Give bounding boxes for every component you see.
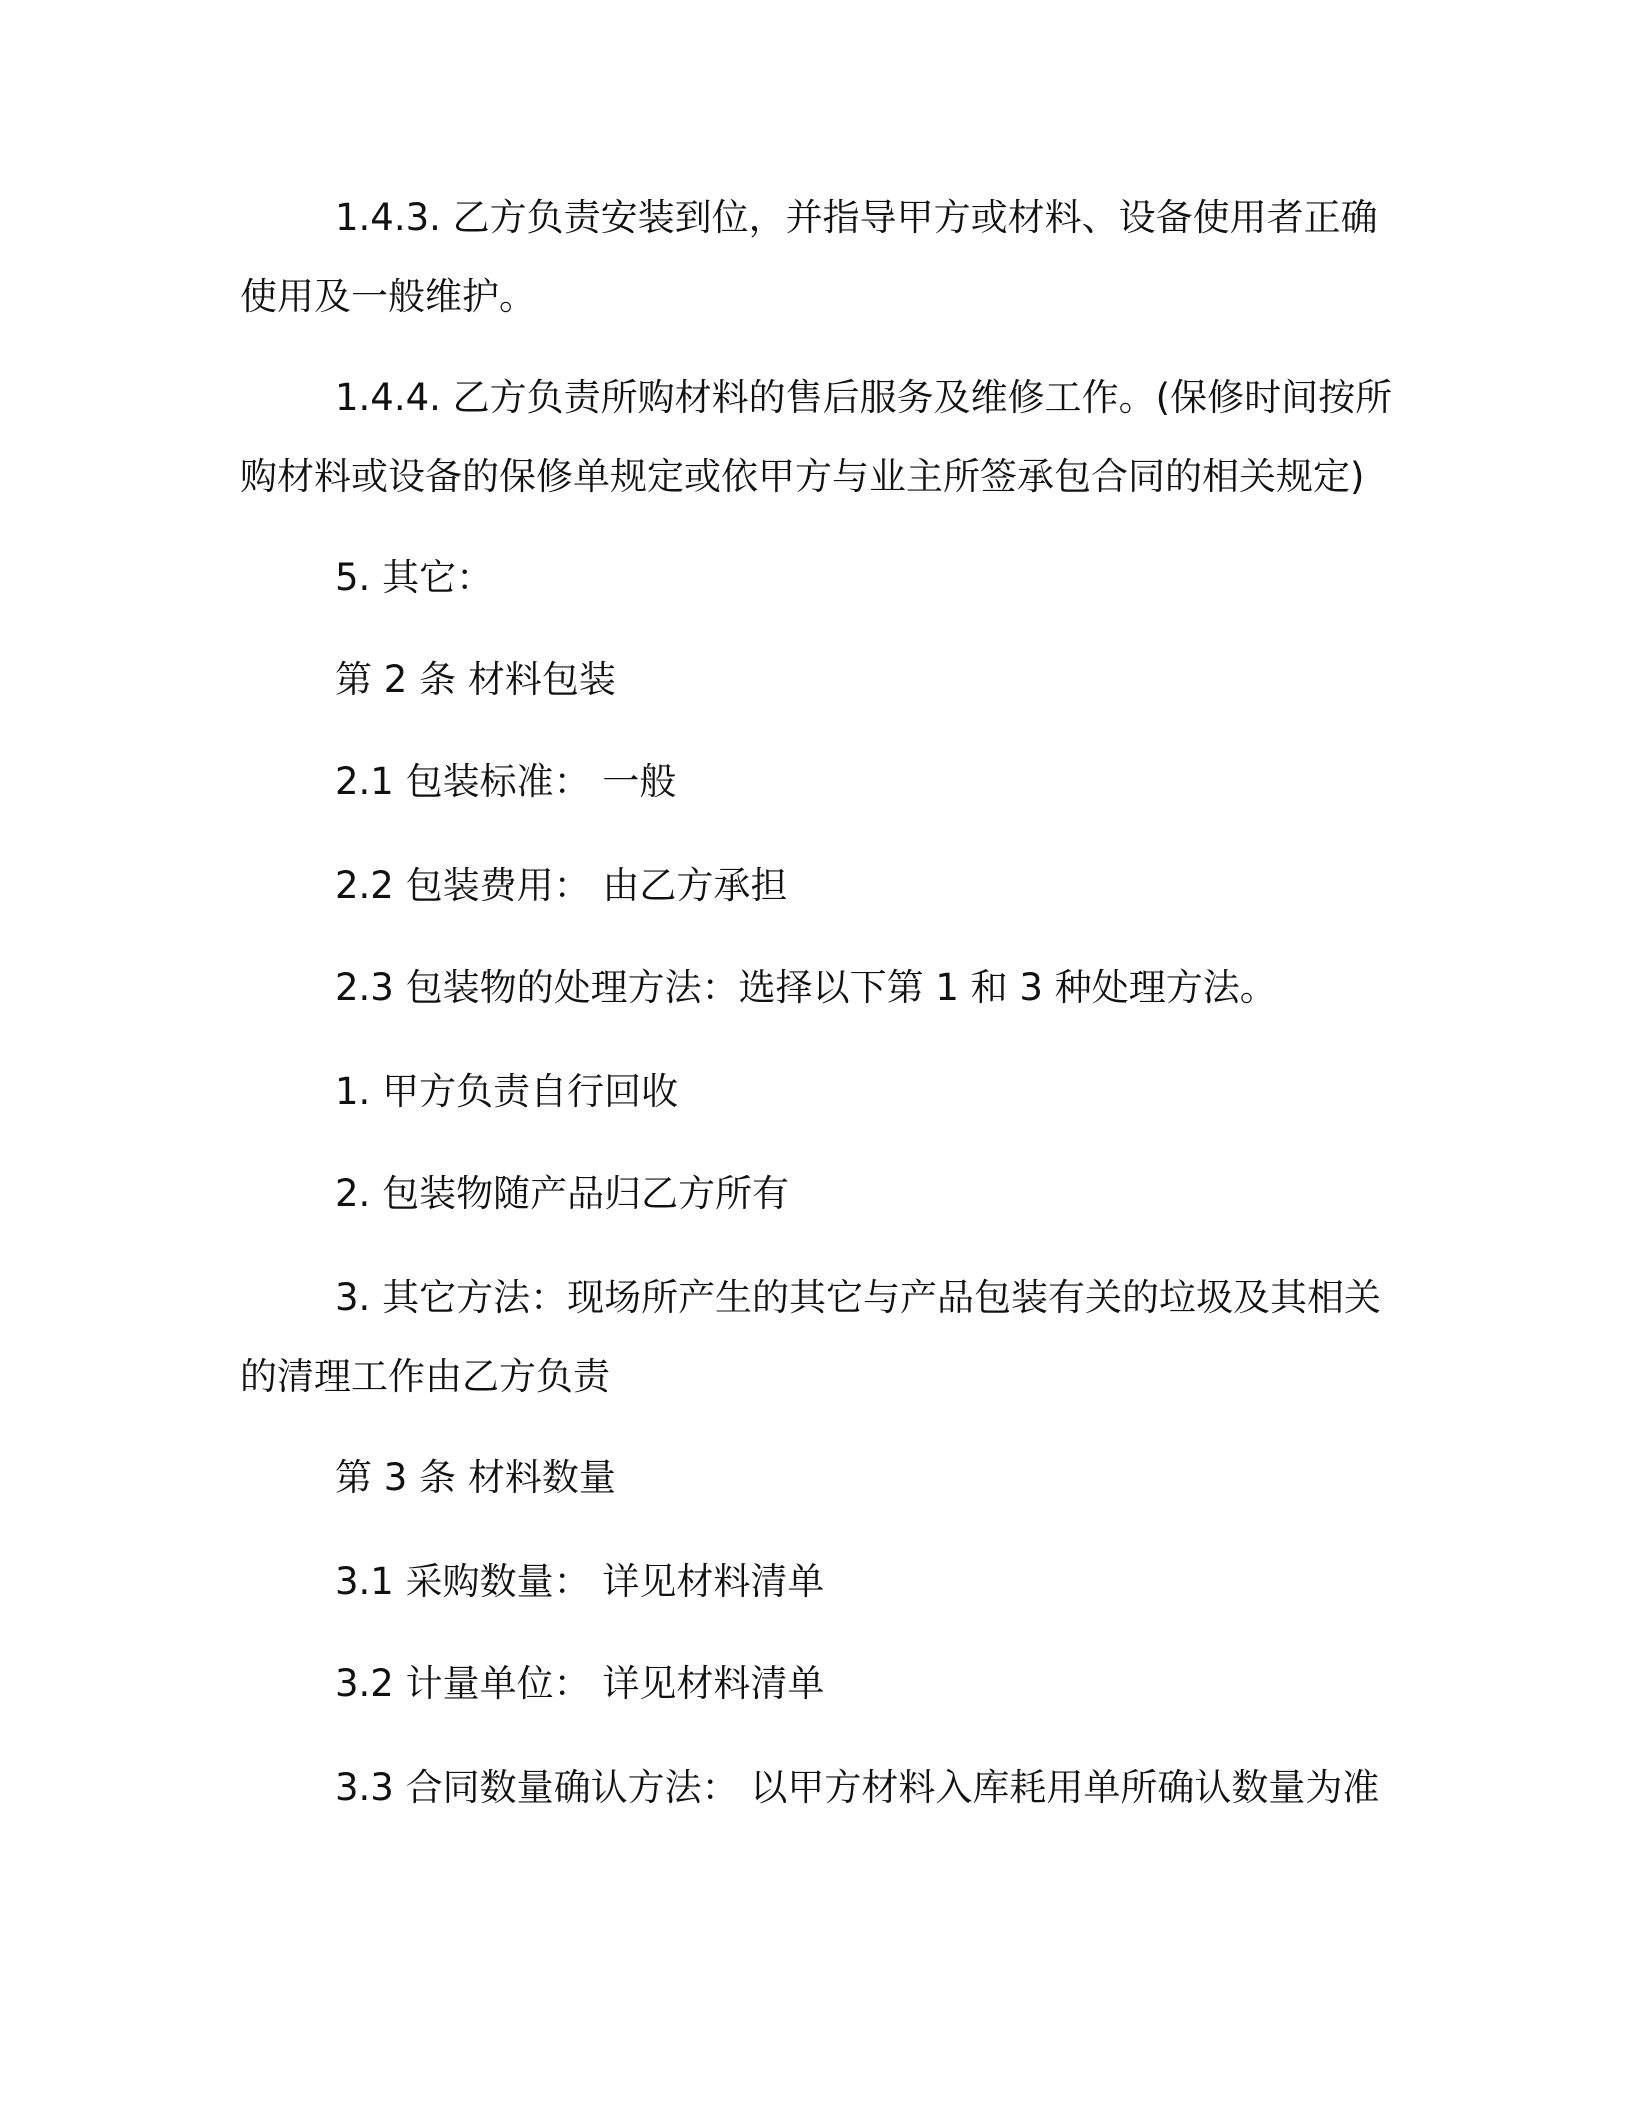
clause-3-2: 3.2 计量单位： 详见材料清单 [335, 1662, 825, 1705]
clause-1-4-3-line2: 使用及一般维护。 [240, 275, 536, 318]
clause-1-4-4-line1: 1.4.4. 乙方负责所购材料的售后服务及维修工作。(保修时间按所 [335, 376, 1393, 419]
article-3-heading: 第 3 条 材料数量 [335, 1456, 616, 1499]
clause-1-4-4 [240, 358, 1400, 516]
clause-1-4-3 [240, 178, 1400, 336]
clause-5-other: 5. 其它： [335, 556, 494, 599]
option-3 [240, 1258, 1400, 1416]
clause-1-4-4-line2: 购材料或设备的保修单规定或依甲方与业主所签承包合同的相关规定) [240, 455, 1365, 498]
clause-3-3: 3.3 合同数量确认方法： 以甲方材料入库耗用单所确认数量为准 [335, 1766, 1380, 1809]
clause-1-4-3-line1: 1.4.3. 乙方负责安装到位，并指导甲方或材料、设备使用者正确 [335, 196, 1378, 239]
option-3-line1: 3. 其它方法：现场所产生的其它与产品包装有关的垃圾及其相关 [335, 1276, 1382, 1319]
clause-2-2: 2.2 包装费用： 由乙方承担 [335, 864, 788, 907]
option-2: 2. 包装物随产品归乙方所有 [335, 1172, 790, 1215]
option-1: 1. 甲方负责自行回收 [335, 1070, 679, 1113]
clause-3-1: 3.1 采购数量： 详见材料清单 [335, 1560, 825, 1603]
clause-2-1: 2.1 包装标准： 一般 [335, 760, 677, 803]
clause-2-3: 2.3 包装物的处理方法：选择以下第 1 和 3 种处理方法。 [335, 966, 1277, 1009]
article-2-heading: 第 2 条 材料包装 [335, 658, 616, 701]
option-3-line2: 的清理工作由乙方负责 [240, 1355, 610, 1398]
